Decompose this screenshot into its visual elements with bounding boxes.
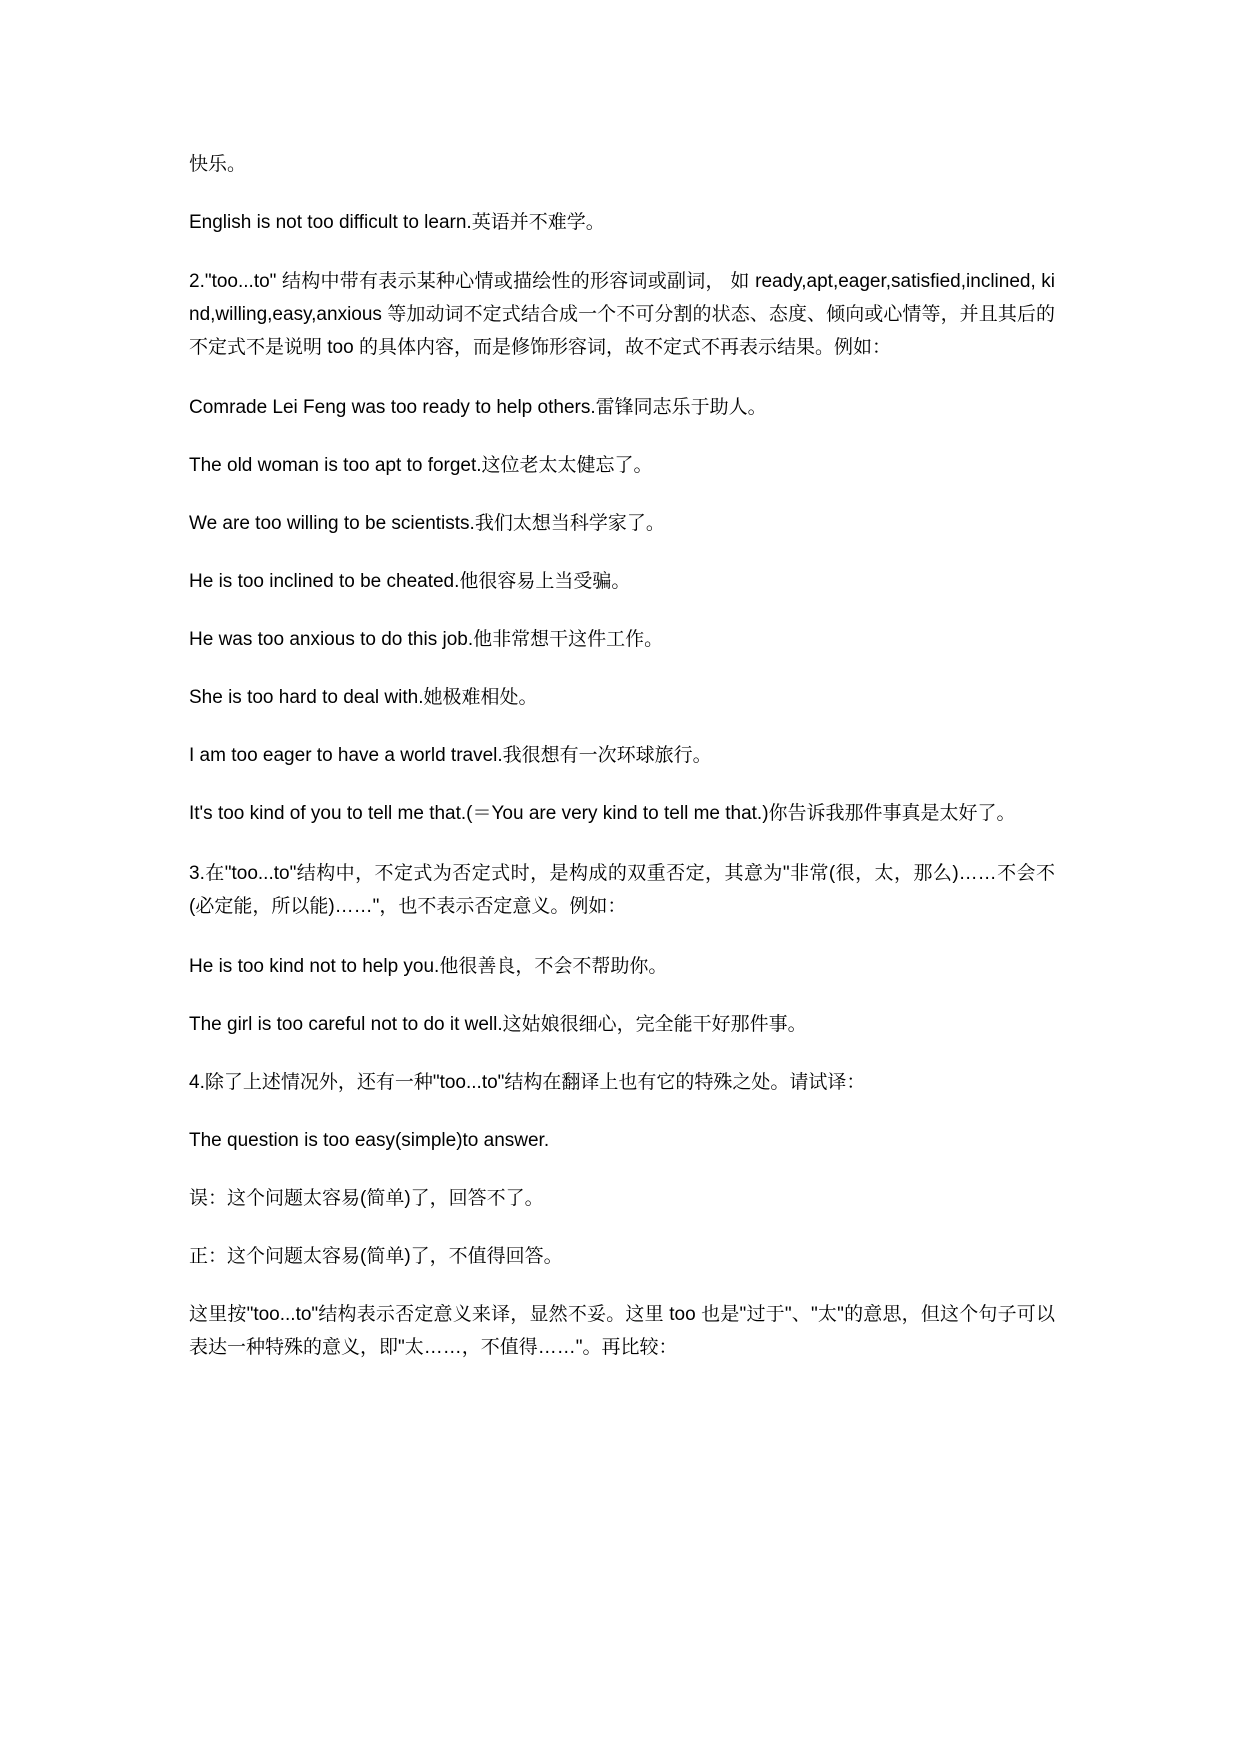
paragraph-17: 误：这个问题太容易(简单)了，回答不了。 <box>189 1188 544 1209</box>
paragraph-16: The question is too easy(simple)to answer. <box>189 1130 550 1151</box>
paragraph-9: She is too hard to deal with.她极难相处。 <box>189 687 538 708</box>
paragraph-11: It's too kind of you to tell me that.(＝You are very kind to tell me that.)你告诉我那件事真是太好了。 <box>189 803 1016 824</box>
paragraph-15: 4.除了上述情况外，还有一种"too...to"结构在翻译上也有它的特殊之处。请试译： <box>189 1072 866 1093</box>
paragraph-4: Comrade Lei Feng was too ready to help others.雷锋同志乐于助人。 <box>189 397 767 418</box>
paragraph-7: He is too inclined to be cheated.他很容易上当受骗。 <box>189 571 631 592</box>
paragraph-19: 这里按"too...to"结构表示否定意义来译，显然不妥。这里 too 也是"过于"、"太"的意思，但这个句子可以表达一种特殊的意义，即"太……，不值得……"。再比较： <box>189 1304 1055 1358</box>
paragraph-13: He is too kind not to help you.他很善良，不会不帮助你。 <box>189 956 668 977</box>
paragraph-10: I am too eager to have a world travel.我很想有一次环球旅行。 <box>189 745 712 766</box>
paragraph-12: 3.在"too...to"结构中，不定式为否定式时，是构成的双重否定，其意为"非常(很，太，那么)……不会不(必定能，所以能)……"，也不表示否定意义。例如： <box>189 863 1055 917</box>
paragraph-18: 正：这个问题太容易(简单)了，不值得回答。 <box>189 1246 563 1267</box>
paragraph-3: 2."too...to" 结构中带有表示某种心情或描绘性的形容词或副词， 如 ready,apt,eager,satisfied,inclined, kind,willing,easy,anxious 等加动词不定式结合成一个不可分割的状态、态度、倾向或心情等，并且其后的不定式不是说明 too 的具体内容，而是修饰形容词，故不定式不再表示结果。例如： <box>189 271 1055 358</box>
paragraph-8: He was too anxious to do this job.他非常想干这件工作。 <box>189 629 664 650</box>
paragraph-14: The girl is too careful not to do it well.这姑娘很细心，完全能干好那件事。 <box>189 1014 807 1035</box>
paragraph-6: We are too willing to be scientists.我们太想当科学家了。 <box>189 513 665 534</box>
paragraph-5: The old woman is too apt to forget.这位老太太健忘了。 <box>189 455 653 476</box>
document-page <box>189 148 1055 1364</box>
paragraph-2: English is not too difficult to learn.英语并不难学。 <box>189 212 605 233</box>
paragraph-1: 快乐。 <box>189 154 247 175</box>
